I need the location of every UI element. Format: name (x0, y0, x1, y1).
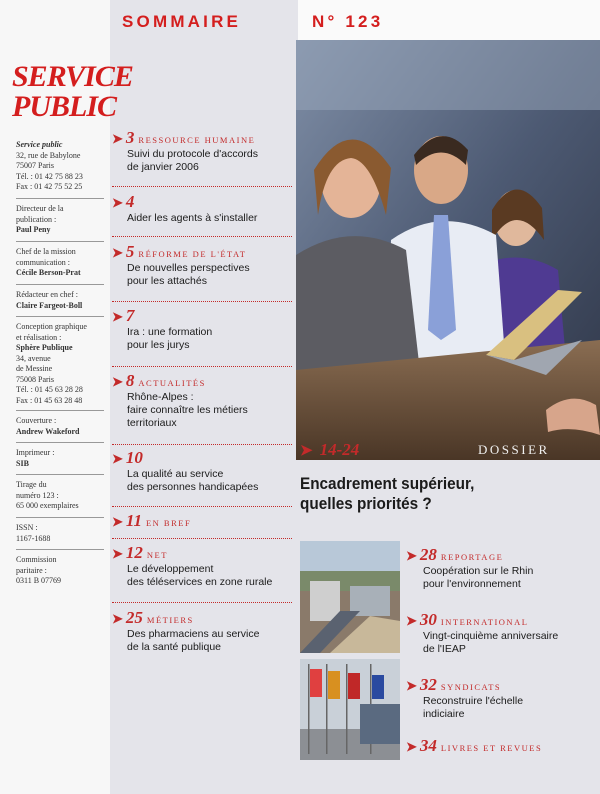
print-run-line: Tirage du (16, 480, 47, 489)
section-label: ACTUALITÉS (138, 378, 206, 388)
brand-logo (12, 60, 133, 123)
toc-desc: de l'IEAP (423, 643, 466, 655)
toc-desc: de janvier 2006 (127, 161, 199, 173)
design-address-line: Tél. : 01 45 63 28 28 (16, 385, 83, 394)
section-label: NET (146, 550, 168, 560)
page-number: 28 (419, 545, 437, 564)
address-line: 32, rue de Babylone (16, 150, 81, 160)
divider (16, 410, 104, 411)
toc-item[interactable] (112, 306, 302, 352)
dossier-title[interactable] (300, 474, 561, 514)
commission-label: Commission (16, 555, 57, 564)
dossier-label: DOSSIER (478, 442, 550, 457)
toc-desc: pour les attachés (127, 275, 207, 287)
dotted-divider (112, 444, 292, 445)
divider (16, 517, 104, 518)
section-label: EN BREF (145, 518, 192, 528)
dossier-title-line: quelles priorités ? (300, 494, 432, 513)
arrow-icon: ➤ (112, 131, 123, 146)
issn-label: ISSN : (16, 523, 38, 532)
toc-desc: De nouvelles perspectives (127, 262, 250, 274)
page-number: 3 (125, 128, 135, 147)
page-number: 11 (125, 511, 142, 530)
publisher-block (16, 140, 108, 193)
arrow-icon: ➤ (112, 309, 123, 324)
commission-label: paritaire : (16, 565, 47, 575)
arrow-icon: ➤ (406, 548, 417, 563)
printer-name: SIB (16, 458, 29, 468)
toc-item[interactable] (112, 448, 302, 494)
toc-desc: Reconstruire l'échelle (423, 695, 524, 707)
section-label: INTERNATIONAL (440, 617, 529, 627)
design-address-line: de Messine (16, 364, 53, 373)
arrow-icon: ➤ (112, 195, 123, 210)
commission-block (16, 555, 108, 587)
editor-block (16, 290, 108, 311)
address-line: Tél. : 01 42 75 88 23 (16, 171, 83, 181)
toc-desc: des téléservices en zone rurale (127, 576, 273, 588)
toc-item[interactable] (406, 545, 596, 591)
toc-item[interactable] (112, 511, 302, 531)
printer-block (16, 448, 108, 469)
design-address-line: 75008 Paris (16, 374, 54, 384)
reportage-photo (300, 541, 400, 653)
toc-desc: faire connaître les métiers (127, 404, 248, 416)
dotted-divider (112, 366, 292, 367)
cover-block (16, 416, 108, 437)
cover-label: Couverture : (16, 416, 57, 425)
mission-name: Cécile Berson-Prat (16, 268, 81, 277)
toc-desc: des personnes handicapées (127, 481, 259, 493)
toc-desc: La qualité au service (127, 468, 224, 480)
toc-desc: pour les jurys (127, 339, 190, 351)
design-name: Sphère Publique (16, 343, 73, 352)
mission-label: communication : (16, 257, 70, 267)
issn-value: 1167-1688 (16, 533, 51, 543)
toc-desc: Rhône-Alpes : (127, 391, 194, 403)
divider (16, 198, 104, 199)
editor-name: Claire Fargeot-Boll (16, 300, 83, 310)
toc-desc: Coopération sur le Rhin (423, 565, 534, 577)
page-number: 25 (125, 608, 143, 627)
arrow-icon: ➤ (406, 739, 417, 754)
divider (16, 316, 104, 317)
print-run-line: numéro 123 : (16, 490, 59, 500)
dotted-divider (112, 301, 292, 302)
arrow-icon: ➤ (112, 374, 123, 389)
arrow-icon: ➤ (112, 451, 123, 466)
printer-label: Imprimeur : (16, 448, 55, 457)
arrow-icon: ➤ (112, 611, 123, 626)
page-number: 5 (125, 242, 135, 261)
dossier-range[interactable] (300, 440, 359, 460)
arrow-icon: ➤ (112, 546, 123, 561)
design-block (16, 322, 108, 406)
mission-label: Chef de la mission (16, 247, 76, 256)
toc-desc: indiciaire (423, 708, 465, 720)
director-name: Paul Peny (16, 225, 51, 234)
dotted-divider (112, 538, 292, 539)
design-label: Conception graphique (16, 322, 87, 331)
toc-item[interactable] (112, 128, 302, 174)
page-number: 32 (419, 675, 437, 694)
divider (16, 442, 104, 443)
toc-item[interactable] (112, 543, 302, 589)
page-number: 30 (419, 610, 437, 629)
arrow-icon: ➤ (112, 514, 123, 529)
address-line: Fax : 01 42 75 52 25 (16, 182, 83, 191)
director-label: publication : (16, 214, 57, 224)
issue-number: N° 123 (312, 12, 384, 31)
toc-desc: de la santé publique (127, 641, 221, 653)
dossier-title-line: Encadrement supérieur, (300, 474, 475, 493)
director-block (16, 204, 108, 236)
meeting-illustration (296, 40, 600, 460)
international-photo (300, 659, 400, 760)
arrow-icon: ➤ (300, 443, 313, 459)
design-address-line: Fax : 01 45 63 28 48 (16, 395, 83, 405)
section-label: RESSOURCE HUMAINE (138, 135, 256, 145)
toc-item[interactable] (406, 736, 596, 756)
dotted-divider (112, 186, 292, 187)
issn-block (16, 523, 108, 544)
director-label: Directeur de la (16, 204, 64, 213)
toc-item[interactable] (406, 610, 596, 656)
toc-desc: Des pharmaciens au service (127, 628, 260, 640)
arrow-icon: ➤ (406, 613, 417, 628)
toc-desc: territoriaux (127, 417, 177, 429)
toc-item[interactable] (112, 608, 302, 654)
section-label: REPORTAGE (440, 552, 504, 562)
dotted-divider (112, 506, 292, 507)
dossier-pages: 14-24 (319, 440, 360, 459)
cover-photo (296, 40, 600, 460)
arrow-icon: ➤ (112, 245, 123, 260)
toc-desc: Le développement (127, 563, 214, 575)
divider (16, 549, 104, 550)
publisher-title: Service public (16, 140, 63, 149)
dotted-divider (112, 602, 292, 603)
section-label: LIVRES ET REVUES (440, 743, 543, 753)
section-label: MÉTIERS (146, 615, 194, 625)
dotted-divider (112, 236, 292, 237)
design-address-line: 34, avenue (16, 353, 51, 363)
mission-block (16, 247, 108, 279)
page-number: 12 (125, 543, 143, 562)
commission-value: 0311 B 07769 (16, 576, 62, 585)
design-label: et réalisation : (16, 332, 62, 342)
print-run-line: 65 000 exemplaires (16, 501, 79, 510)
brand-line-2: PUBLIC (12, 90, 117, 123)
address-line: 75007 Paris (16, 161, 54, 170)
toc-desc: Ira : une formation (127, 326, 213, 338)
divider (16, 474, 104, 475)
editor-label: Rédacteur en chef : (16, 290, 78, 299)
divider (16, 284, 104, 285)
toc-item[interactable] (112, 242, 302, 288)
toc-item[interactable] (406, 675, 596, 721)
page-title: SOMMAIRE (122, 12, 242, 31)
brand-line-1: SERVICE (12, 60, 133, 93)
toc-item[interactable] (112, 371, 302, 430)
page-number: 4 (125, 192, 135, 211)
toc-desc: Aider les agents à s'installer (127, 212, 258, 224)
page-number: 34 (419, 736, 437, 755)
flags-illustration (300, 659, 400, 760)
section-label: RÉFORME DE L'ÉTAT (138, 249, 247, 259)
print-run-block (16, 480, 108, 512)
section-label: SYNDICATS (440, 682, 502, 692)
toc-desc: Vingt-cinquième anniversaire (423, 630, 559, 642)
divider (16, 241, 104, 242)
page-number: 7 (125, 306, 135, 325)
page-number: 10 (125, 448, 143, 467)
toc-item[interactable] (112, 192, 302, 225)
toc-desc: pour l'environnement (423, 578, 521, 590)
toc-desc: Suivi du protocole d'accords (127, 148, 258, 160)
cover-name: Andrew Wakeford (16, 426, 80, 436)
industrial-site-illustration (300, 541, 400, 653)
arrow-icon: ➤ (406, 678, 417, 693)
page-number: 8 (125, 371, 135, 390)
